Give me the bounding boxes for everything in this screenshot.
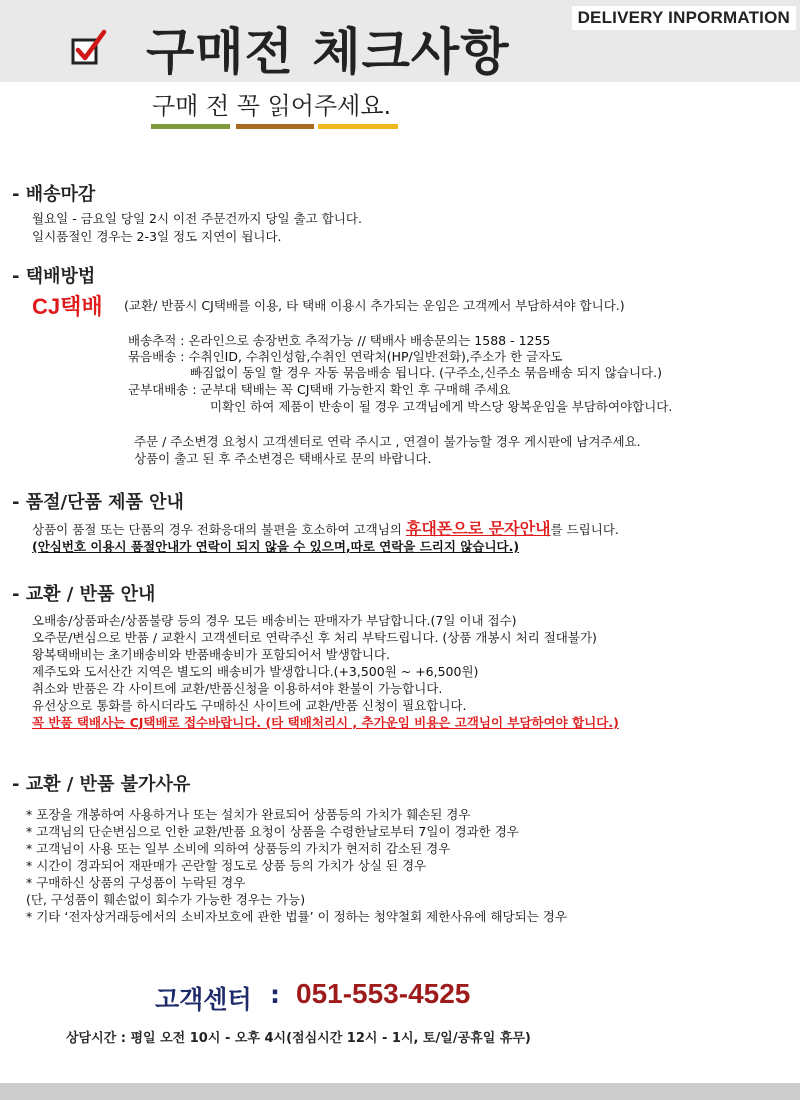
noreturn-item: (단, 구성품이 훼손없이 회수가 가능한 경우는 가능) [26,892,306,907]
noreturn-item: * 고객님의 단순변심으로 인한 교환/반품 요청이 상품을 수령한날로부터 7일이 경과한 경우 [26,824,519,839]
soldout-text: 를 드립니다. [550,522,619,537]
checkbox-check-icon [70,28,108,66]
footer-band [0,1083,800,1100]
section-title-method: - 택배방법 [12,266,96,287]
detail-line: 군부대배송 : 군부대 택배는 꼭 CJ택배 가능한지 확인 후 구매해 주세요 [128,382,511,397]
exchange-line: 오주문/변심으로 반품 / 교환시 고객센터로 연락주신 후 처리 부탁드립니다. (상품 개봉시 처리 절대불가) [32,630,597,645]
customer-center-phone: 051-553-4525 [296,978,471,1009]
exchange-line: 왕복택배비는 초기배송비와 반품배송비가 포함되어서 발생합니다. [32,647,390,662]
detail-line: 배송추적 : 온라인으로 송장번호 추적가능 // 택배사 배송문의는 1588 - 1255 [128,333,551,348]
noreturn-item: * 구매하신 상품의 구성품이 누락된 경우 [26,875,246,890]
page-title: 구매전 체크사항 [146,23,510,81]
section-title-soldout: - 품절/단품 제품 안내 [12,492,184,513]
carrier-note: (교환/ 반품시 CJ택배를 이용, 타 택배 이용시 추가되는 운임은 고객께서 부담하셔야 합니다.) [124,298,625,313]
noreturn-item: * 기타 ‘전자상거래등에서의 소비자보호에 관한 법률’ 이 정하는 청약철회 제한사유에 해당되는 경우 [26,909,567,924]
accent-bar-green [151,124,230,129]
detail-line: 묶음배송 : 수취인ID, 수취인성함,수취인 연락처(HP/일반전화),주소가 한 글자도 [128,349,563,364]
soldout-line-2: (안심번호 이용시 품절안내가 연락이 되지 않을 수 있으며,따로 연락을 드리지 않습니다.) [32,539,520,554]
exchange-line: 제주도와 도서산간 지역은 별도의 배송비가 발생합니다.(+3,500원 ~ +6,500원) [32,664,479,679]
accent-bar-yellow [318,124,398,129]
noreturn-item: * 시간이 경과되어 재판매가 곤란할 정도로 상품 등의 가치가 상실 된 경우 [26,858,427,873]
exchange-warning: 꼭 반품 택배사는 CJ택배로 접수바랍니다. (타 택배처리시 , 추가운임 비용은 고객님이 부담하여야 합니다.) [32,715,619,730]
detail-line: 미확인 하여 제품이 반송이 될 경우 고객님에게 박스당 왕복운임을 부담하여야합니다. [210,399,673,414]
cutoff-line: 일시품절인 경우는 2-3일 정도 지연이 됩니다. [32,229,282,244]
carrier-name: CJ택배 [32,294,103,319]
consultation-hours: 상담시간 : 평일 오전 10시 - 오후 4시(점심시간 12시 - 1시, 토/일/공휴일 휴무) [66,1031,531,1046]
section-title-cutoff: - 배송마감 [12,184,96,205]
page-subtitle: 구매 전 꼭 읽어주세요. [152,92,392,120]
exchange-line: 유선상으로 통화를 하시더라도 구매하신 사이트에 교환/반품 신청이 필요합니다. [32,698,467,713]
soldout-line-1 [32,520,619,538]
accent-bar-brown [236,124,314,129]
detail-line: 빠짐없이 동일 할 경우 자동 묶음배송 됩니다. (구주소,신주소 묶음배송 되지 않습니다.) [190,365,662,380]
delivery-info-tag: DELIVERY INPORMATION [572,6,796,30]
cutoff-line: 월요일 - 금요일 당일 2시 이전 주문건까지 당일 출고 합니다. [32,211,362,226]
customer-center-label: 고객센터 [155,985,252,1014]
exchange-line: 취소와 반품은 각 사이트에 교환/반품신청을 이용하셔야 환불이 가능합니다. [32,681,443,696]
noreturn-item: * 포장을 개봉하여 사용하거나 또는 설치가 완료되어 상품등의 가치가 훼손된 경우 [26,807,471,822]
section-title-exchange: - 교환 / 반품 안내 [12,584,156,605]
customer-center-colon: : [270,980,280,1009]
soldout-sms-highlight: 휴대폰으로 문자안내 [405,519,551,538]
noreturn-item: * 고객님이 사용 또는 일부 소비에 의하여 상품등의 가치가 현저히 감소된 경우 [26,841,451,856]
section-title-noreturn: - 교환 / 반품 불가사유 [12,774,191,795]
note-line: 주문 / 주소변경 요청시 고객센터로 연락 주시고 , 연결이 불가능할 경우 게시판에 남겨주세요. [134,434,641,449]
exchange-line: 오배송/상품파손/상품불량 등의 경우 모든 배송비는 판매자가 부담합니다.(7일 이내 접수) [32,613,517,628]
note-line: 상품이 출고 된 후 주소변경은 택배사로 문의 바랍니다. [134,451,432,466]
soldout-text: 상품이 품절 또는 단품의 경우 전화응대의 불편을 호소하여 고객님의 [32,522,406,537]
